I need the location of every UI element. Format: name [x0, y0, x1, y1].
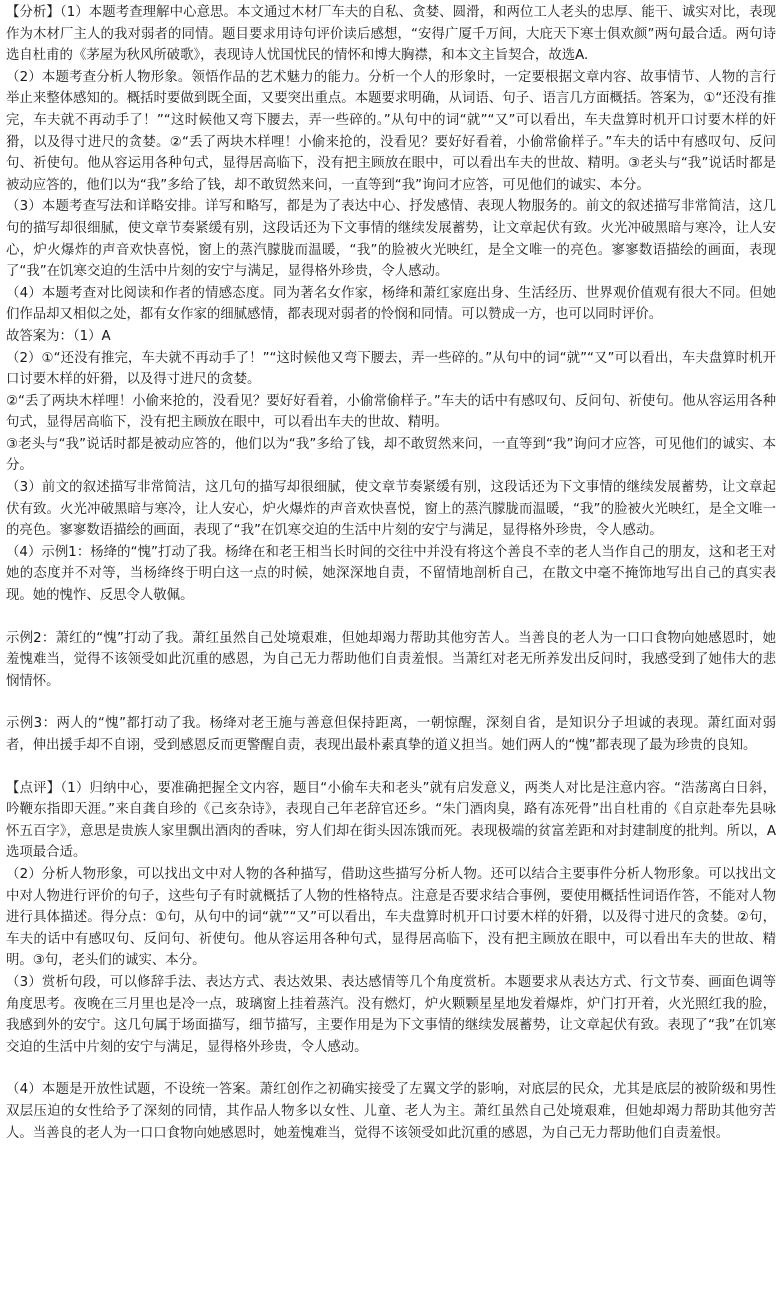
spacer: [6, 692, 776, 713]
analysis-paragraph-3: （3）本题考查写法和详略安排。详写和略写，都是为了表达中心、抒发感情、表现人物服务的。前文的叙述描写非常简洁，这几句的描写却很细腻，使文章节奏紧缓有别，这段话还为下文事情的继续发展蓄势，让文章起伏有致。火光冲破黑暗与寒冷，让人安心，炉火爆炸的声音欢快喜悦，窗上的蒸汽朦胧而温暖，“我”的脸被火光映红，是全文唯一的亮色。寥寥数语描绘的画面，表现了“我”在饥寒交迫的生活中片刻的安宁与满足，显得格外珍贵，令人感动。: [6, 199, 776, 280]
spacer: [6, 757, 776, 778]
comment-paragraph-3: （3）赏析句段，可以修辞手法、表达方式、表达效果、表达感情等几个角度赏析。本题要求从表达方式、行文节奏、画面色调等角度思考。夜晚在三月里也是冷一点，玻璃窗上挂着蒸汽。没有燃灯，炉火颗颗星星地发着爆炸，炉门打开着，火光照红我的脸，我感到外的安宁。这几句属于场面描写，细节描写，主要作用是为下文事情的继续发展蓄势，让文章起伏有致。表现了“我”在饥寒交迫的生活中片刻的安宁与满足，显得格外珍贵，令人感动。: [6, 974, 776, 1055]
analysis-paragraph-1: 【分析】（1）本题考查理解中心意思。本文通过木材厂车夫的自私、贪婪、圆滑，和两位工人老头的忠厚、能干、诚实对比，表现作为木材厂主人的我对弱者的同情。题目要求用诗句评价读后感想，“安得广厦千万间，大庇天下寒士俱欢颜”两句最合适。两句诗选自杜甫的《茅屋为秋风所破歌》，表现诗人忧国忧民的情怀和博大胸襟，和本文主旨契合，故选A.: [6, 5, 777, 64]
comment-paragraph-4: （4）本题是开放性试题，不设统一答案。萧红创作之初确实接受了左翼文学的影响，对底层的民众，尤其是底层的被阶级和男性双层压迫的女性给予了深刻的同情，其作品人物多以女性、儿童、老人为主。萧红虽然自己处境艰难，但她却竭力帮助其他穷苦人。当善良的老人为一口口食物向她感恩时，她羞愧难当，觉得不该领受如此沉重的感恩，为自己无力帮助他们自责羞恨。: [6, 1082, 776, 1141]
spacer: [6, 1058, 776, 1079]
analysis-paragraph-4: （4）本题考查对比阅读和作者的情感态度。同为著名女作家，杨绛和萧红家庭出身、生活经历、世界观价值观有很大不同。但她们作品却又相似之处，都有女作家的细腻感情，都表现对弱者的怜悯和同情。可以赞成一方，也可以同时评价。: [6, 285, 776, 323]
analysis-header: 【分析】: [6, 5, 60, 20]
answer-example-2: 示例2：萧红的“愧”打动了我。萧红虽然自己处境艰难，但她却竭力帮助其他穷苦人。当善良的老人为一口口食物向她感恩时，她羞愧难当，觉得不该领受如此沉重的感恩，为自己无力帮助他们自责羞恨。当萧红对老无所养发出反问时，我感受到了她伟大的悲悯情怀。: [6, 630, 776, 689]
answer-paragraph-2-1: （2）①“还没有推完，车夫就不再动手了！”“这时候他又弯下腰去，弄一些碎的。”从句中的词“就”“又”可以看出，车夫盘算时机开口讨要木样的奸猾，以及得寸进尺的贪婪。: [6, 350, 776, 388]
answer-example-1: （4）示例1：杨绛的“愧”打动了我。杨绛在和老王相当长时间的交往中并没有将这个善良不幸的老人当作自己的朋友，这和老王对她的态度并不对等，当杨绛终于明白这一点的时候，她深深地自责，不留情地剖析自己，在散文中毫不掩饰地写出自己的真实表现。她的愧怍、反思令人敬佩。: [6, 544, 776, 604]
answer-example-3: 示例3：两人的“愧”都打动了我。杨绛对老王施与善意但保持距离，一朝惊醒，深刻自省，是知识分子坦诚的表现。萧红面对弱者，伸出援手却不自诩，受到感恩反而更警醒自责，表现出最朴素真挚的道义担当。她们两人的“愧”都表现了最为珍贵的良知。: [6, 716, 776, 753]
comment-paragraph-1: 【点评】（1）归纳中心，要准确把握全文内容，题目“小偷车夫和老头”就有启发意义，两类人对比是注意内容。“浩荡离白日斜，吟鞭东指即天涯。”来自龚自珍的《己亥杂诗》，表现自己年老辞官还乡。“朱门酒肉臭，路有冻死骨”出自杜甫的《自京赴奉先县咏怀五百字》，意思是贵族人家里飘出酒肉的香味，穷人们却在街头因冻饿而死。表现极端的贫富差距和对封建制度的批判。所以，A选项最合适。: [6, 780, 776, 861]
spacer: [6, 607, 776, 628]
analysis-paragraph-2: （2）本题考查分析人物形象。领悟作品的艺术魅力的能力。分析一个人的形象时，一定要根据文章内容、故事情节、人物的言行举止来整体感知的。概括时要做到既全面，又要突出重点。本题要求明确，从词语、句子、语言几方面概括。答案为，①“还没有推完，车夫就不再动手了！”“这时候他又弯下腰去，弄一些碎的。”从句中的词“就”“又”可以看出，车夫盘算时机开口讨要木样的奸猾，以及得寸进尺的贪婪。②“丢了两块木样哩！小偷来抢的，没看见？要好好看着，小偷常偷样子。”车夫的话中有感叹句、反问句、祈使句。他从容运用各种句式，显得居高临下，没有把主顾放在眼中，可以看出车夫的世故、精明。③老头与“我”说话时都是被动应答的，他们以为“我”多给了钱，却不敢贸然来问，一直等到“我”询问才应答，可见他们的诚实、本分。: [6, 69, 776, 193]
answer-line-1: 故答案为：（1）A: [6, 328, 111, 344]
answer-paragraph-2-2: ②“丢了两块木样哩！小偷来抢的，没看见？要好好看着，小偷常偷样子。”车夫的话中有感叹句、反问句、祈使句。他从容运用各种句式，显得居高临下，没有把主顾放在眼中，可以看出车夫的世故、精明。: [6, 393, 776, 431]
answer-paragraph-3: （3）前文的叙述描写非常简洁，这几句的描写却很细腻，使文章节奏紧缓有别，这段话还为下文事情的继续发展蓄势，让文章起伏有致。火光冲破黑暗与寒冷，让人安心，炉火爆炸的声音欢快喜悦，窗上的蒸汽朦胧而温暖，“我”的脸被火光映红，是全文唯一的亮色。寥寥数语描绘的画面，表现了“我”在饥寒交迫的生活中片刻的安宁与满足，显得格外珍贵，令人感动。: [6, 480, 776, 539]
answer-paragraph-2-3: ③老头与“我”说话时都是被动应答的，他们以为“我”多给了钱，却不敢贸然来问，一直等到“我”询问才应答，可见他们的诚实、本分。: [6, 436, 776, 474]
comment-paragraph-2: （2）分析人物形象，可以找出文中对人物的各种描写，借助这些描写分析人物。还可以结合主要事件分析人物形象。可以找出文中对人物进行评价的句子，这些句子有时就概括了人物的性格特点。注意是否要求结合事例，要使用概括性词语作答，不能对人物进行具体描述。得分点：①句，从句中的词“就”“又”可以看出，车夫盘算时机开口讨要木样的奸猾，以及得寸进尺的贪婪。②句，车夫的话中有感叹句、反问句、祈使句。他从容运用各种句式，显得居高临下，没有把主顾放在眼中，可以看出车夫的世故、精明。③句，老头们的诚实、本分。: [6, 866, 776, 969]
